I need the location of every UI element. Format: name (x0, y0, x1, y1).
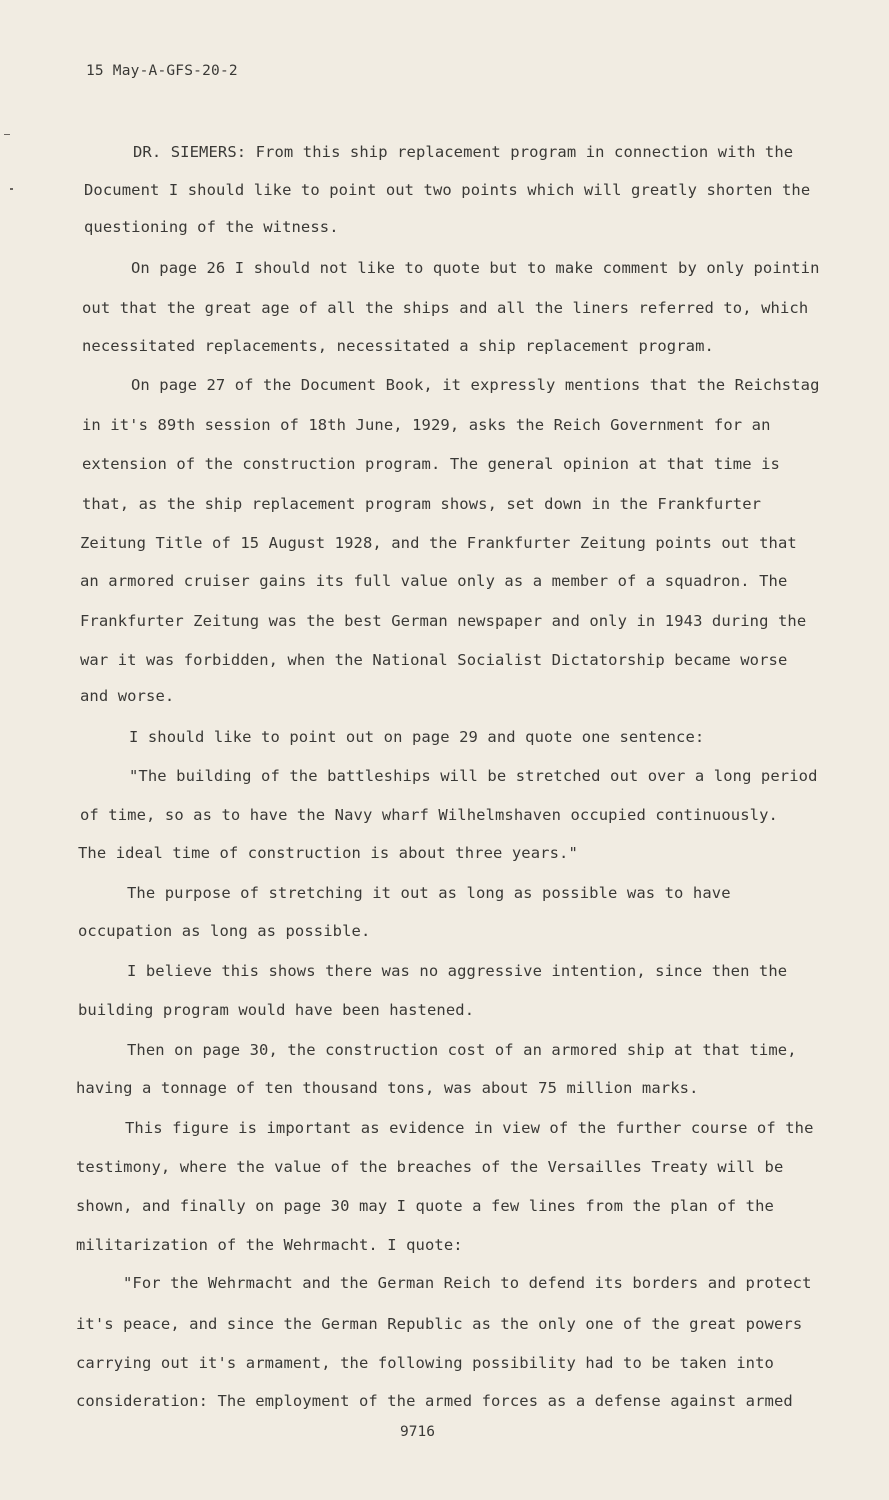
text-line: of time, so as to have the Navy wharf Wilhelmshaven occupied continuously. (80, 806, 778, 824)
text-line: Then on page 30, the construction cost of an armored ship at that time, (127, 1041, 797, 1059)
text-line: Zeitung Title of 15 August 1928, and the Frankfurter Zeitung points out that (80, 534, 797, 552)
text-line: having a tonnage of ten thousand tons, was about 75 million marks. (76, 1079, 699, 1097)
text-line: Frankfurter Zeitung was the best German newspaper and only in 1943 during the (80, 612, 807, 630)
text-line: carrying out it's armament, the following possibility had to be taken into (76, 1354, 774, 1372)
text-line: questioning of the witness. (84, 218, 339, 236)
text-line: On page 27 of the Document Book, it expressly mentions that the Reichstag (131, 376, 820, 394)
text-line: "For the Wehrmacht and the German Reich to defend its borders and protect (123, 1274, 812, 1292)
text-line: On page 26 I should not like to quote but to make comment by only pointin (131, 259, 820, 277)
text-line: This figure is important as evidence in view of the further course of the (125, 1119, 814, 1137)
text-line: war it was forbidden, when the National Socialist Dictatorship became worse (80, 651, 788, 669)
text-line: shown, and finally on page 30 may I quote a few lines from the plan of the (76, 1197, 774, 1215)
text-line: DR. SIEMERS: From this ship replacement program in connection with the (133, 143, 794, 161)
text-line: out that the great age of all the ships and all the liners referred to, which (82, 299, 809, 317)
text-line: The ideal time of construction is about three years." (78, 844, 578, 862)
text-line: and worse. (80, 687, 175, 705)
text-line: Document I should like to point out two points which will greatly shorten the (84, 181, 811, 199)
margin-mark (4, 134, 10, 135)
text-line: testimony, where the value of the breaches of the Versailles Treaty will be (76, 1158, 784, 1176)
text-line: extension of the construction program. The general opinion at that time is (82, 455, 780, 473)
page-number: 9716 (400, 1424, 435, 1440)
text-line: consideration: The employment of the armed forces as a defense against armed (76, 1392, 793, 1410)
text-line: militarization of the Wehrmacht. I quote: (76, 1236, 463, 1254)
text-line: that, as the ship replacement program shows, set down in the Frankfurter (82, 495, 762, 513)
text-line: The purpose of stretching it out as long as possible was to have (127, 884, 731, 902)
document-header: 15 May-A-GFS-20-2 (86, 63, 238, 79)
text-line: building program would have been hastened. (78, 1001, 475, 1019)
text-line: occupation as long as possible. (78, 922, 371, 940)
text-line: necessitated replacements, necessitated a ship replacement program. (82, 337, 714, 355)
text-line: an armored cruiser gains its full value only as a member of a squadron. The (80, 572, 788, 590)
text-line: in it's 89th session of 18th June, 1929, asks the Reich Government for an (82, 416, 771, 434)
text-line: it's peace, and since the German Republic as the only one of the great powers (76, 1315, 803, 1333)
text-line: I should like to point out on page 29 and quote one sentence: (129, 728, 705, 746)
text-line: I believe this shows there was no aggressive intention, since then the (127, 962, 788, 980)
margin-mark (10, 188, 13, 190)
text-line: "The building of the battleships will be stretched out over a long period (129, 767, 818, 785)
